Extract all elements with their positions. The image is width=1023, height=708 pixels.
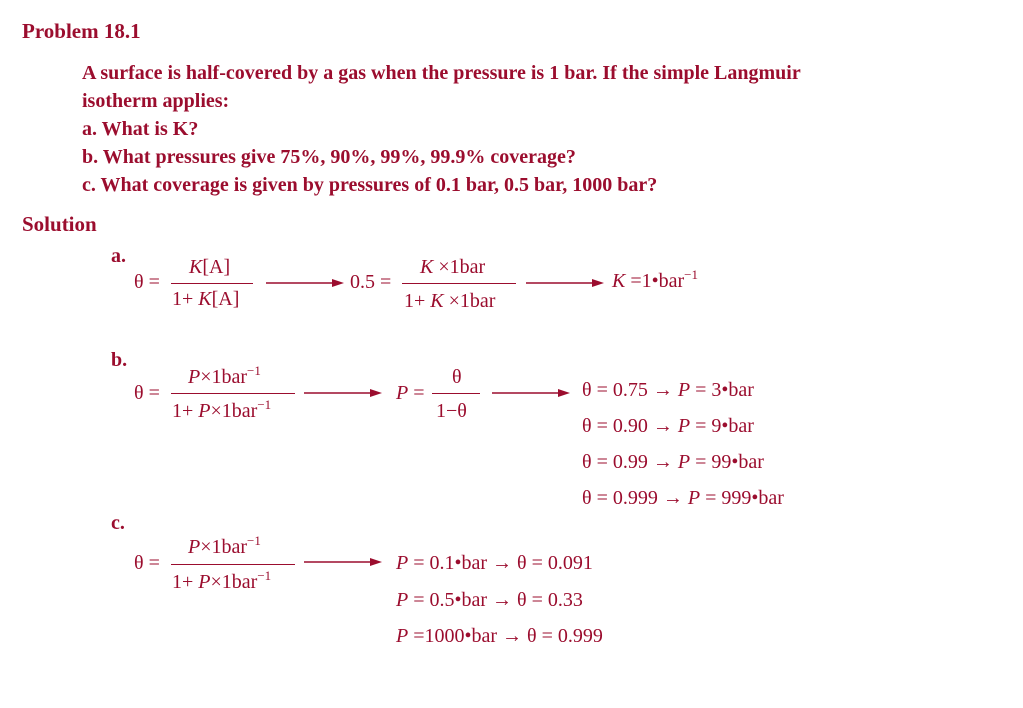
- exponent: −1: [257, 397, 272, 412]
- part-b-result-3: [582, 451, 764, 474]
- result-post: = 999•bar: [700, 487, 784, 509]
- var-p: P: [677, 379, 691, 401]
- result-pre: θ = 0.75 →: [582, 379, 678, 401]
- den-rest: ×1bar: [210, 400, 258, 422]
- num-rest: ×1bar: [200, 536, 248, 558]
- problem-line-3: a. What is K?: [82, 118, 199, 140]
- fraction-bar: [171, 283, 253, 284]
- var-p: P: [188, 536, 201, 558]
- var-p: P: [198, 400, 211, 422]
- numerator: [188, 533, 261, 559]
- result-pre: θ = 0.999 →: [582, 487, 688, 509]
- var-p: P: [198, 571, 211, 593]
- denominator: 1−θ: [436, 400, 467, 422]
- part-a-result: [612, 267, 699, 293]
- right-arrow-icon: [304, 557, 382, 567]
- part-b-result-4: [582, 487, 784, 510]
- den-pre: 1+: [172, 400, 199, 422]
- right-arrow-icon: [492, 388, 570, 398]
- fraction-bar: [432, 393, 480, 394]
- part-b-result-2: [582, 415, 754, 438]
- result-post: =1000•bar → θ = 0.999: [408, 625, 603, 647]
- denominator: [172, 397, 272, 423]
- p-lhs: [396, 382, 425, 405]
- problem-line-2: isotherm applies:: [82, 90, 230, 112]
- num-rest: [A]: [202, 256, 231, 278]
- numerator: [420, 256, 485, 279]
- var-p: P: [396, 625, 409, 647]
- result-post: = 9•bar: [690, 415, 754, 437]
- result-pre: θ = 0.90 →: [582, 415, 678, 437]
- exponent: −1: [247, 363, 261, 378]
- var-p: P: [396, 552, 409, 574]
- fraction-bar: [402, 283, 516, 284]
- var-p: P: [677, 415, 691, 437]
- numerator: θ: [452, 366, 462, 388]
- result-post: = 99•bar: [690, 451, 764, 473]
- problem-line-4: b. What pressures give 75%, 90%, 99%, 99.9% coverage?: [82, 146, 576, 168]
- den-pre: 1+: [404, 290, 431, 312]
- var-p: P: [687, 487, 701, 509]
- exponent: −1: [257, 568, 272, 583]
- value-lhs: 0.5 =: [350, 271, 392, 293]
- var-k: K: [612, 270, 626, 292]
- theta-lhs: θ =: [134, 382, 160, 404]
- var-k: K: [198, 288, 212, 310]
- var-p: P: [677, 451, 691, 473]
- right-arrow-icon: [304, 388, 382, 398]
- den-pre: 1+: [172, 288, 199, 310]
- lhs-rest: =: [408, 382, 425, 404]
- right-arrow-icon: [266, 278, 344, 288]
- problem-title: Problem 18.1: [22, 19, 141, 43]
- var-p: P: [396, 589, 409, 611]
- var-p: P: [396, 382, 409, 404]
- theta-lhs: θ =: [134, 271, 160, 293]
- solution-heading: Solution: [22, 212, 97, 236]
- part-a-label: a.: [111, 245, 126, 267]
- var-p: P: [188, 366, 201, 388]
- theta-lhs: θ =: [134, 552, 160, 574]
- part-c-result-2: [396, 589, 583, 612]
- part-b-result-1: [582, 379, 754, 402]
- problem-line-5: c. What coverage is given by pressures of 0.1 bar, 0.5 bar, 1000 bar?: [82, 174, 658, 196]
- numerator: [189, 256, 230, 279]
- exponent: −1: [247, 533, 261, 548]
- den-pre: 1+: [172, 571, 199, 593]
- var-k: K: [189, 256, 203, 278]
- var-k: K: [430, 290, 444, 312]
- den-rest: ×1bar: [443, 290, 496, 312]
- right-arrow-icon: [526, 278, 604, 288]
- problem-line-1: A surface is half-covered by a gas when the pressure is 1 bar. If the simple Langmuir: [82, 62, 801, 84]
- denominator: [172, 288, 239, 311]
- num-rest: ×1bar: [433, 256, 486, 278]
- fraction-bar: [171, 393, 295, 394]
- fraction-bar: [171, 564, 295, 565]
- part-c-result-3: [396, 625, 603, 648]
- exponent: −1: [684, 267, 699, 282]
- numerator: [188, 363, 261, 389]
- part-c-label: c.: [111, 512, 125, 534]
- result-post: = 0.5•bar → θ = 0.33: [408, 589, 583, 611]
- part-c-result-1: [396, 552, 593, 575]
- denominator: [172, 568, 272, 594]
- den-rest: [A]: [211, 288, 240, 310]
- var-k: K: [420, 256, 434, 278]
- den-rest: ×1bar: [210, 571, 258, 593]
- result-post: = 3•bar: [690, 379, 754, 401]
- result-pre: θ = 0.99 →: [582, 451, 678, 473]
- denominator: [404, 290, 495, 313]
- part-b-label: b.: [111, 349, 128, 371]
- result-post: = 0.1•bar → θ = 0.091: [408, 552, 593, 574]
- result-rest: =1•bar: [625, 270, 685, 292]
- num-rest: ×1bar: [200, 366, 248, 388]
